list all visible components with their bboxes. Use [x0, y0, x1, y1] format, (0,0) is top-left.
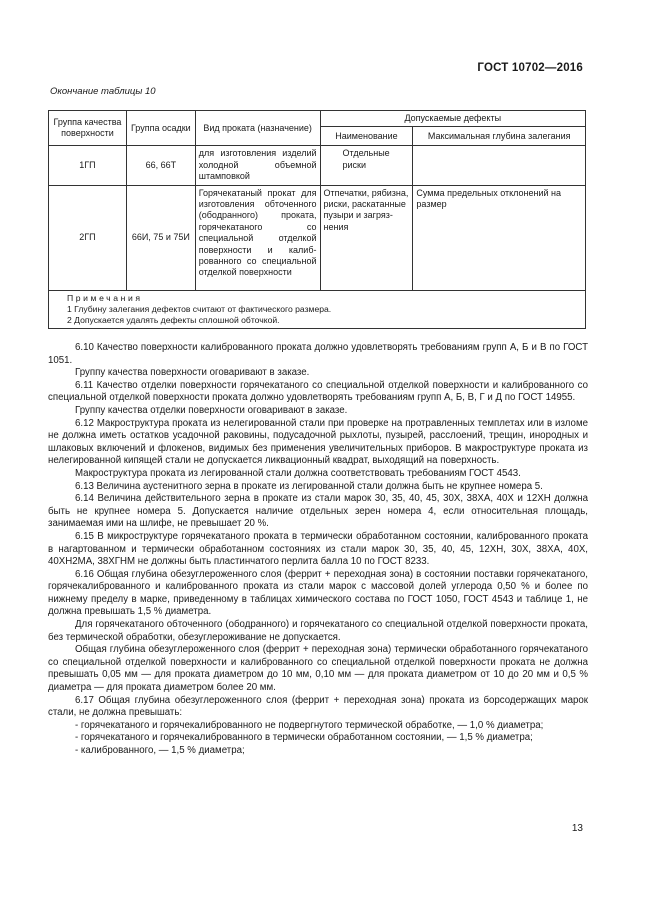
list-item: - горячекатаного и горячекалиброванного в термически обработанном состоянии, — 1,5 % диаметра;	[75, 732, 533, 744]
cell-kind: Горячекатаный прокат для изготовления обточенного (ободранного) проката, горячекатаного со специальной отделкой поверхности и калиброванного со специальной отделкой поверхности	[195, 185, 320, 290]
table-header-row	[49, 111, 586, 127]
paragraph: 6.12 Макроструктура проката из нелегированной стали при проверке на протравленных темплетах или в изломе не должна иметь остатков усадочной раковины, подусадочной рыхлоты, пузырей, расслоений, трещин, инородных и шлаковых включений и флокенов, видимых без применения увеличительных приборов. В макроструктуре проката из нелегированной кипящей стали не допускается ликвационный квадрат, выходящий на поверхность.	[48, 417, 588, 467]
cell-group: 2ГП	[49, 185, 127, 290]
list-item: - горячекатаного и горячекалиброванного не подвергнутого термической обработке, — 1,0 % диаметра;	[75, 719, 544, 731]
header-group-quality: Группа качества поверхности	[49, 111, 127, 146]
paragraph: Макроструктура проката из легированной стали должна соответствовать требованиям ГОСТ 4543.	[75, 467, 521, 479]
defects-table	[48, 110, 586, 329]
page-number: 13	[571, 823, 583, 834]
cell-group: 1ГП	[49, 146, 127, 185]
paragraph: 6.13 Величина аустенитного зерна в прокате из легированной стали должна быть не крупнее номера 5.	[75, 480, 543, 492]
cell-upset: 66, 66Т	[126, 146, 195, 185]
header-product-kind: Вид проката (назначение)	[195, 111, 320, 146]
cell-max-depth: Сумма предельных отклонений на размер	[413, 185, 586, 290]
header-max-depth: Максимальная глубина залегания	[413, 127, 586, 146]
paragraph: 6.15 В микроструктуре горячекатаного проката в термически обработанном состоянии, калиброванного проката в нагартованном и термически обработанном состояниях из стали марок 30, 35, 40, 45, 12ХН, 30Х, 38ХА, 40Х, 40ХН2МА, 38ХГНМ не должны быть пластинчатого перлита балла 10 по ГОСТ 8233.	[48, 530, 588, 568]
notes-title: Примечания	[67, 292, 143, 303]
cell-max-depth	[413, 146, 586, 185]
paragraph: Для горячекатаного обточенного (ободранного) и горячекатаного со специальной отделкой поверхности проката, без термической обработки, обезуглероживание не допускается.	[48, 619, 588, 643]
paragraph: Группу качества поверхности оговаривают в заказе.	[75, 367, 310, 379]
paragraph: Общая глубина обезуглероженного слоя (феррит + переходная зона) термически обработанного горячекатаного со специальной отделкой поверхности и калиброванного со специальной отделкой поверхности проката не должна превышать 0,05 мм — для проката диаметром до 10 мм, 0,10 мм — для проката диаметром от 10 до 20 мм и 0,5 % диаметра — для проката диаметром более 20 мм.	[48, 644, 588, 694]
note-item: 2 Допускается удалять дефекты сплошной обточкой.	[67, 314, 280, 325]
paragraph: 6.11 Качество отделки поверхности горячекатаного со специальной отделкой поверхности и калиброванного со специальной отделкой поверхности проката должно удовлетворять требованиям групп А, Б, В, Г и Д по ГОСТ 14955.	[48, 379, 588, 404]
header-allowed-defects: Допускаемые дефекты	[320, 111, 586, 127]
cell-defect-name: Отпечатки, рябизна, риски, раскатанные пузыри и загрязнения	[320, 185, 413, 290]
note-item: 1 Глубину залегания дефектов считают от фактического размера.	[67, 303, 332, 314]
table-caption: Окончание таблицы 10	[50, 86, 156, 97]
body-text	[48, 342, 588, 758]
paragraph: 6.17 Общая глубина обезуглероженного слоя (феррит + переходная зона) проката из борсодержащих марок стали, не должна превышать:	[48, 694, 588, 719]
table-notes-row	[49, 290, 586, 328]
paragraph: 6.14 Величина действительного зерна в прокате из стали марок 30, 35, 40, 45, 30Х, 38ХА, 40Х и 12ХН должна быть не крупнее номера 5. Допускается наличие отдельных зерен номера 4, если относительная площадь, занимаемая ими на шлифе, не превышает 20 %.	[48, 493, 588, 530]
cell-upset: 66И, 75 и 75И	[126, 185, 195, 290]
paragraph: 6.10 Качество поверхности калиброванного проката должно удовлетворять требованиям групп А, Б и В по ГОСТ 1051.	[48, 342, 588, 366]
paragraph: 6.16 Общая глубина обезуглероженного слоя (феррит + переходная зона) в состоянии поставки горячекатаного, горячекалиброванного и калиброванного проката из стали марок с массовой долей углерода 0,50 % и более по нижнему пределу в марке, приведенному в таблицах химического состава по ГОСТ 1050, ГОСТ 4543 и таблице 1, не должна превышать 1,5 % диаметра.	[48, 568, 588, 618]
header-upset-group: Группа осадки	[126, 111, 195, 146]
paragraph: Группу качества отделки поверхности оговаривают в заказе.	[75, 404, 348, 416]
table-row	[49, 185, 586, 290]
document-standard-number: ГОСТ 10702—2016	[477, 62, 583, 74]
list-item: - калиброванного, — 1,5 % диаметра;	[75, 745, 245, 756]
table-row	[49, 146, 586, 185]
cell-kind: для изготовления изделий холодной объемной штамповкой	[195, 146, 320, 185]
cell-defect-name: Отдельные риски	[320, 146, 413, 185]
table-notes	[49, 290, 586, 328]
header-defect-name: Наименование	[320, 127, 413, 146]
